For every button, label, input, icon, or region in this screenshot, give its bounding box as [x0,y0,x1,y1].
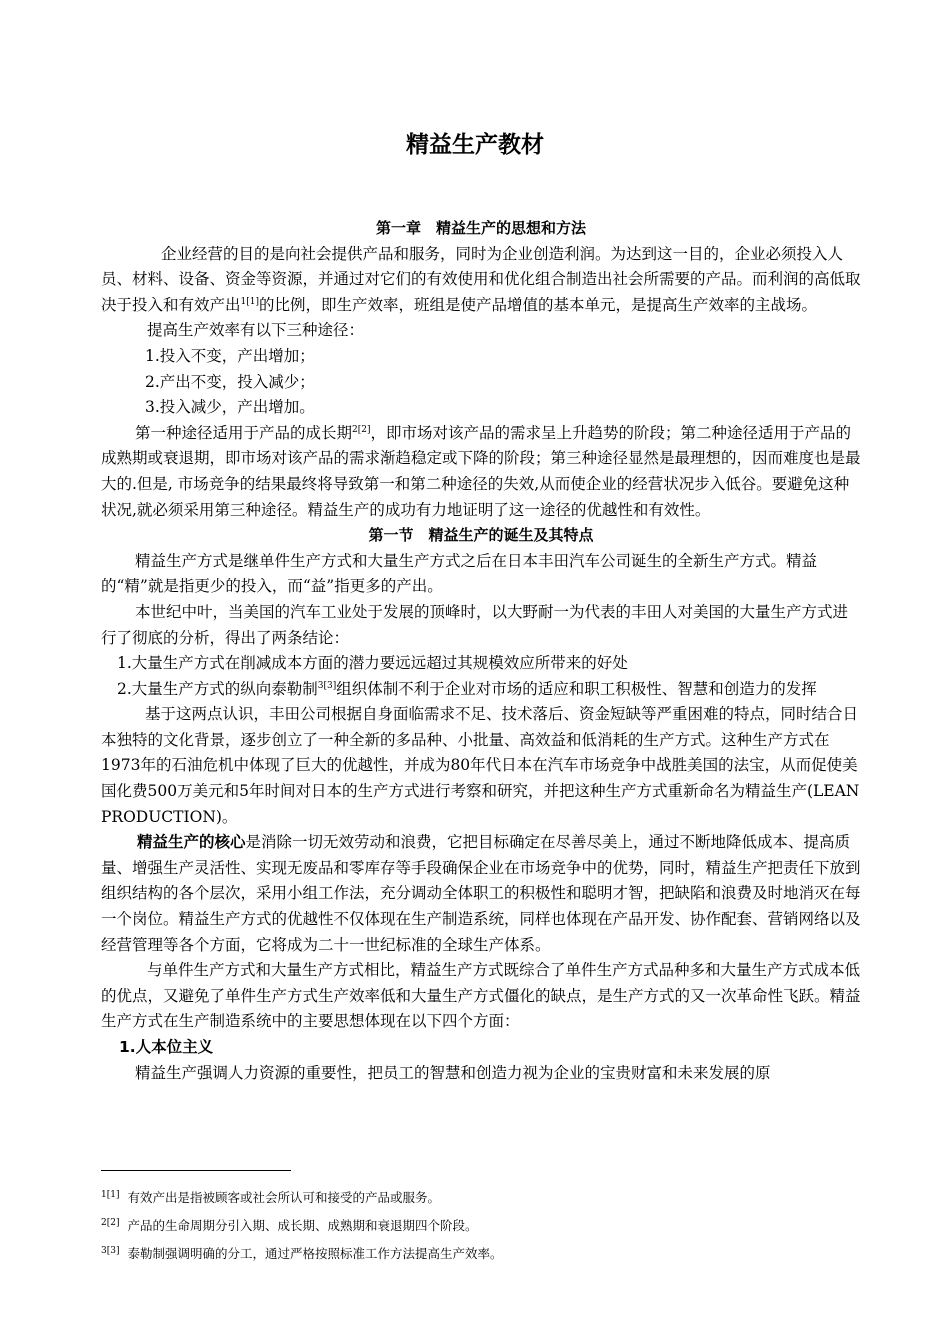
paragraph: 精益生产方式是继单件生产方式和大量生产方式之后在日本丰田汽车公司诞生的全新生产方式。精益的“精”就是指更少的投入，而“益”指更多的产出。 [101,551,818,596]
list-item: 2.产出不变，投入减少； [145,372,315,391]
section-heading: 第一节 精益生产的诞生及其特点 [368,526,594,545]
footnote-ref[interactable]: 3[3] [317,680,337,691]
paragraph: 企业经营的目的是向社会提供产品和服务，同时为企业创造利润。为达到这一目的，企业必须投入人员、材料、设备、资金等资源，并通过对它们的有效使用和优化组合制造出社会所需要的产品。而利润的高低取决于投入和有效产出$^{1[1]}$的比例，即生产效率，班组是使产品增值的基本单元，是提高生产效率的主战场。 [101,244,861,314]
list-item: 1.投入不变，产出增加； [145,346,315,365]
footnote-ref[interactable]: 2[2] [352,424,371,435]
footnote-divider [101,1170,291,1171]
footnote: $^{3[3]}$ 泰勒制强调明确的分工，通过严格按照标准工作方法提高生产效率。 [101,1245,503,1261]
paragraph: 精益生产的核心是消除一切无效劳动和浪费，它把目标确定在尽善尽美上，通过不断地降低成本、提高质量、增强生产灵活性、实现无废品和零库存等手段确保企业在市场竞争中的优势，同时，精益生产把责任下放到组织结构的各个层次，采用小组工作法，充分调动全体职工的积极性和聪明才智，把缺陷和浪费及时地消灭在每一个岗位。精益生产方式的优越性不仅体现在生产制造系统，同样也体现在产品开发、协作配套、营销网络以及经营管理等各个方面，它将成为二十一世纪标准的全球生产体系。 [101,833,861,954]
paragraph: 基于这两点认识，丰田公司根据自身面临需求不足、技术落后、资金短缺等严重困难的特点，同时结合日本独特的文化背景，逐步创立了一种全新的多品种、小批量、高效益和低消耗的生产方式。这种生产方式在1973年的石油危机中体现了巨大的优越性，并成为80年代日本在汽车市场竞争中战胜美国的法宝，从而促使美国化费500万美元和5年时间对日本的生产方式进行考察和研究，并把这种生产方式重新命名为精益生产(LEAN PRODUCTION)。 [101,705,860,826]
document-body [101,216,861,1086]
footnote-ref[interactable]: 1[1] [240,296,259,307]
footnote: $^{2[2]}$ 产品的生命周期分引入期、成长期、成熟期和衰退期四个阶段。 [101,1217,478,1233]
paragraph: 与单件生产方式和大量生产方式相比，精益生产方式既综合了单件生产方式品种多和大量生产方式成本低的优点，又避免了单件生产方式生产效率低和大量生产方式僵化的缺点，是生产方式的又一次革命性飞跃。精益生产方式在生产制造系统中的主要思想体现在以下四个方面： [101,961,861,1031]
chapter-heading: 第一章 精益生产的思想和方法 [375,219,586,237]
footnote: $^{1[1]}$ 有效产出是指被顾客或社会所认可和接受的产品或服务。 [101,1189,440,1205]
list-item: 2.大量生产方式的纵向泰勒制$^{3[3]}$组织体制不利于企业对市场的适应和职工积极性、智慧和创造力的发挥 [117,679,817,698]
subheading: 1.人本位主义 [119,1038,214,1056]
list-item: 3.投入减少，产出增加。 [145,398,315,417]
paragraph: 提高生产效率有以下三种途径： [147,321,365,340]
emphasis-lead: 精益生产的核心 [137,833,246,852]
paragraph: 本世纪中叶，当美国的汽车工业处于发展的顶峰时，以大野耐一为代表的丰田人对美国的大量生产方式进行了彻底的分析，得出了两条结论： [101,602,849,647]
paragraph: 第一种途径适用于产品的成长期$^{2[2]}$，即市场对该产品的需求呈上升趋势的阶段；第二种途径适用于产品的成熟期或衰退期，即市场对该产品的需求渐趋稳定或下降的阶段；第三种途径显然是最理想的，因而难度也是最大的.但是, 市场竞争的结果最终将导致第一和第二种途径的失效,从而使企业的经营状况步入低谷。要避免这种状况,就必须采用第三种途径。精益生产的成功有力地证明了这一途径的优越性和有效性。 [101,423,861,519]
paragraph: 精益生产强调人力资源的重要性，把员工的智慧和创造力视为企业的宝贵财富和未来发展的原 [135,1063,771,1082]
footnotes [101,1184,881,1268]
list-item: 1.大量生产方式在削减成本方面的潜力要远远超过其规模效应所带来的好处 [117,654,628,673]
document-title: 精益生产教材 [406,132,544,158]
